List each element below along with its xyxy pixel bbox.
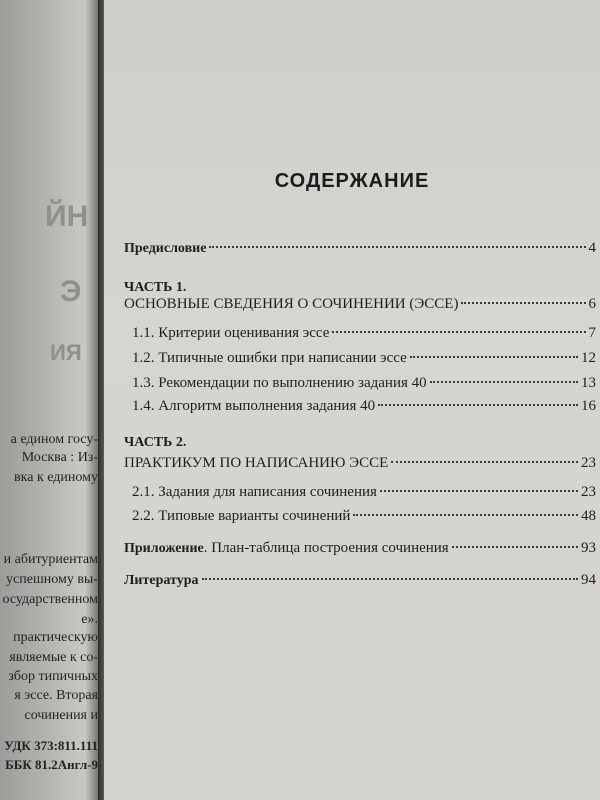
left-bbk-code: ББК 81.2Англ-9 [5, 757, 98, 772]
dot-leader [209, 246, 585, 248]
toc-entry-page: 13 [581, 375, 596, 391]
toc-entry-label: Предисловие [124, 241, 207, 256]
dot-leader [332, 331, 585, 333]
left-text-line: збор типичных [8, 669, 98, 684]
left-text-line: успешному вы- [6, 572, 98, 587]
toc-title: СОДЕРЖАНИЕ [274, 170, 430, 192]
dot-leader [452, 546, 578, 548]
dot-leader [410, 356, 578, 358]
part2-heading: ЧАСТЬ 2. [124, 435, 187, 450]
left-text-line: и абитуриентам [3, 552, 98, 567]
dot-leader [202, 578, 579, 580]
toc-entry-page: 6 [588, 296, 596, 312]
toc-entry-2-1 [132, 484, 596, 501]
toc-entry-2-2 [132, 508, 596, 525]
appendix-label-rest: . План-таблица построения сочинения [203, 540, 449, 556]
toc-entry-part1 [124, 296, 596, 313]
left-page [0, 0, 100, 800]
toc-entry-label [124, 540, 449, 557]
toc-entry-1-3 [132, 375, 596, 392]
left-text-line: вка к единому [14, 470, 98, 485]
toc-entry-1-1 [132, 325, 596, 342]
left-text-line: сочинения и [24, 708, 98, 723]
dot-leader [380, 490, 578, 492]
toc-entry-label: Литература [124, 573, 199, 588]
toc-entry-label: 1.4. Алгоритм выполнения задания 40 [132, 398, 376, 414]
toc-entry-page: 7 [588, 325, 596, 341]
dot-leader [430, 381, 578, 383]
left-text-line: Москва : Из- [21, 450, 98, 465]
toc-entry-page: 48 [581, 508, 596, 524]
toc-entry-1-2 [132, 350, 596, 367]
appendix-bold-label: Приложение [124, 541, 204, 556]
dot-leader [391, 461, 578, 463]
toc-entry-label: 2.2. Типовые варианты сочинений [132, 508, 351, 524]
left-ghost-letters-3: ИЯ [50, 340, 82, 365]
toc-entry-label: ОСНОВНЫЕ СВЕДЕНИЯ О СОЧИНЕНИИ (ЭССЕ) [124, 296, 459, 312]
toc-entry-page: 93 [581, 540, 596, 556]
toc-entry-page: 16 [581, 398, 596, 414]
toc-entry-label: 2.1. Задания для написания сочинения [132, 484, 377, 500]
left-text-line: являемые к со- [9, 650, 98, 665]
toc-entry-label: ПРАКТИКУМ ПО НАПИСАНИЮ ЭССЕ [124, 455, 389, 471]
toc-entry-part2 [124, 455, 596, 472]
toc-entry-page: 94 [581, 572, 596, 588]
toc-entry-literature [124, 572, 596, 589]
dot-leader [461, 302, 585, 304]
left-text-line: е». [81, 612, 98, 627]
left-ghost-letters-1: ЙН [45, 200, 89, 233]
toc-entry-preface [124, 240, 596, 257]
left-ghost-letters-2: Э [60, 275, 82, 308]
toc-entry-page: 4 [588, 240, 596, 256]
toc-entry-label: 1.1. Критерии оценивания эссе [132, 325, 330, 341]
toc-entry-1-4 [132, 398, 596, 415]
toc-entry-label: 1.2. Типичные ошибки при написании эссе [132, 350, 407, 366]
dot-leader [353, 514, 578, 516]
left-text-line: я эссе. Вторая [14, 688, 98, 703]
left-text-line: а едином госу- [10, 432, 98, 447]
toc-entry-page: 12 [581, 350, 596, 366]
left-text-line: осударственном [2, 592, 98, 607]
dot-leader [378, 404, 578, 406]
toc-entry-label: 1.3. Рекомендации по выполнению задания 40 [132, 375, 427, 391]
toc-entry-page: 23 [581, 484, 596, 500]
part1-heading: ЧАСТЬ 1. [124, 280, 187, 295]
toc-entry-appendix [124, 540, 596, 557]
left-text-line: практическую [13, 630, 98, 645]
toc-entry-page: 23 [581, 455, 596, 471]
toc-page [104, 0, 600, 800]
left-udk-code: УДК 373:811.111 [4, 738, 98, 753]
